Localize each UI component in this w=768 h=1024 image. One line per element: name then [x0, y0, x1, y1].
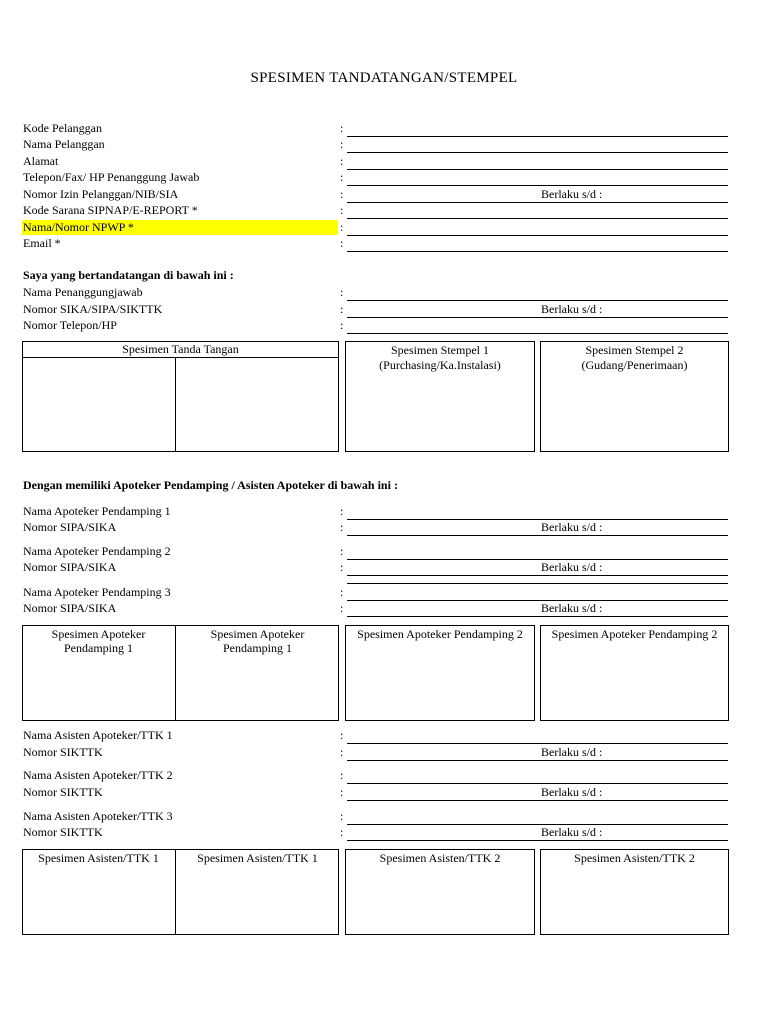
field-line-telepon[interactable]	[347, 185, 728, 186]
field-line-sipa-1[interactable]	[347, 535, 728, 536]
field-label-sikttk-1: Nomor SIKTTK	[23, 745, 103, 759]
field-label-npwp: Nama/Nomor NPWP *	[23, 220, 134, 234]
apoteker-box-4-title: Spesimen Apoteker Pendamping 2	[551, 627, 718, 641]
field-label-alamat: Alamat	[23, 154, 59, 168]
colon: :	[340, 137, 344, 151]
field-label-asisten-1: Nama Asisten Apoteker/TTK 1	[23, 728, 173, 742]
apoteker-box-1-title: Spesimen Apoteker	[51, 627, 146, 641]
colon: :	[340, 170, 344, 184]
stamp2-title: Spesimen Stempel 2	[585, 343, 684, 357]
field-line-sikttk-1[interactable]	[347, 760, 728, 761]
field-line-apoteker-1[interactable]	[347, 519, 728, 520]
colon: :	[340, 504, 344, 518]
colon: :	[340, 302, 344, 316]
colon: :	[340, 544, 344, 558]
field-line-nama-pelanggan[interactable]	[347, 152, 728, 153]
field-label-nomor-izin: Nomor Izin Pelanggan/NIB/SIA	[23, 187, 179, 201]
asisten-box-4-title: Spesimen Asisten/TTK 2	[574, 851, 695, 865]
colon: :	[340, 220, 344, 234]
colon: :	[340, 203, 344, 217]
colon: :	[340, 768, 344, 782]
section2-heading: Dengan memiliki Apoteker Pendamping / Asisten Apoteker di bawah ini :	[23, 478, 398, 492]
field-line-kode-sarana[interactable]	[347, 218, 728, 219]
colon: :	[340, 809, 344, 823]
field-line-extra[interactable]	[347, 583, 728, 584]
section1-heading: Saya yang bertandatangan di bawah ini :	[23, 268, 234, 282]
stamp1-title: Spesimen Stempel 1	[391, 343, 489, 357]
berlaku-label: Berlaku s/d :	[541, 187, 603, 201]
field-line-sipa-3[interactable]	[347, 616, 728, 617]
field-label-sipa-2: Nomor SIPA/SIKA	[23, 560, 117, 574]
field-label-telepon-hp: Nomor Telepon/HP	[23, 318, 117, 332]
field-line-penanggungjawab[interactable]	[347, 300, 728, 301]
field-line-asisten-2[interactable]	[347, 783, 728, 784]
stamp2-subtitle: (Gudang/Penerimaan)	[581, 358, 688, 372]
asisten-box-2-title: Spesimen Asisten/TTK 1	[197, 851, 318, 865]
colon: :	[340, 825, 344, 839]
field-line-sikttk-3[interactable]	[347, 840, 728, 841]
colon: :	[340, 236, 344, 250]
berlaku-label: Berlaku s/d :	[541, 825, 603, 839]
signature-box-title: Spesimen Tanda Tangan	[122, 342, 239, 356]
field-label-sipa-1: Nomor SIPA/SIKA	[23, 520, 117, 534]
berlaku-label: Berlaku s/d :	[541, 302, 603, 316]
field-line-sikttk-2[interactable]	[347, 800, 728, 801]
berlaku-label: Berlaku s/d :	[541, 560, 603, 574]
field-label-email: Email *	[23, 236, 61, 250]
colon: :	[340, 601, 344, 615]
field-label-sipa-3: Nomor SIPA/SIKA	[23, 601, 117, 615]
colon: :	[340, 585, 344, 599]
colon: :	[340, 520, 344, 534]
field-line-kode-pelanggan[interactable]	[347, 136, 728, 137]
asisten-box-3-title: Spesimen Asisten/TTK 2	[379, 851, 501, 865]
field-line-asisten-1[interactable]	[347, 743, 728, 744]
colon: :	[340, 560, 344, 574]
field-label-sikttk-3: Nomor SIKTTK	[23, 825, 103, 839]
berlaku-label: Berlaku s/d :	[541, 785, 603, 799]
field-line-npwp[interactable]	[347, 235, 728, 236]
asisten-box-1-title: Spesimen Asisten/TTK 1	[38, 851, 159, 865]
field-label-sikttk-2: Nomor SIKTTK	[23, 785, 103, 799]
field-label-telepon: Telepon/Fax/ HP Penanggung Jawab	[23, 170, 200, 184]
field-label-nomor-sika: Nomor SIKA/SIPA/SIKTTK	[23, 302, 163, 316]
field-line-apoteker-2[interactable]	[347, 559, 728, 560]
field-line-email[interactable]	[347, 251, 728, 252]
apoteker-box-1-subtitle: Pendamping 1	[64, 641, 133, 655]
field-line-nomor-sika[interactable]	[347, 317, 728, 318]
colon: :	[340, 728, 344, 742]
apoteker-box-2-subtitle: Pendamping 1	[223, 641, 292, 655]
field-label-asisten-2: Nama Asisten Apoteker/TTK 2	[23, 768, 173, 782]
apoteker-box-3-title: Spesimen Apoteker Pendamping 2	[357, 627, 523, 641]
field-line-nomor-izin[interactable]	[347, 202, 728, 203]
page-title: SPESIMEN TANDATANGAN/STEMPEL	[250, 70, 518, 86]
field-line-apoteker-3[interactable]	[347, 600, 728, 601]
colon: :	[340, 154, 344, 168]
colon: :	[340, 121, 344, 135]
field-label-apoteker-3: Nama Apoteker Pendamping 3	[23, 585, 171, 599]
colon: :	[340, 745, 344, 759]
colon: :	[340, 785, 344, 799]
field-label-kode-pelanggan: Kode Pelanggan	[23, 121, 102, 135]
field-line-sipa-2[interactable]	[347, 575, 728, 576]
berlaku-label: Berlaku s/d :	[541, 601, 603, 615]
apoteker-box-2-title: Spesimen Apoteker	[210, 627, 305, 641]
colon: :	[340, 285, 344, 299]
colon: :	[340, 187, 344, 201]
berlaku-label: Berlaku s/d :	[541, 520, 603, 534]
field-label-apoteker-2: Nama Apoteker Pendamping 2	[23, 544, 171, 558]
stamp1-subtitle: (Purchasing/Ka.Instalasi)	[379, 358, 501, 372]
field-line-telepon-hp[interactable]	[347, 333, 728, 334]
field-label-nama-pelanggan: Nama Pelanggan	[23, 137, 105, 151]
field-line-alamat[interactable]	[347, 169, 728, 170]
berlaku-label: Berlaku s/d :	[541, 745, 603, 759]
field-label-penanggungjawab: Nama Penanggungjawab	[23, 285, 143, 299]
signature-box-vdivider	[175, 357, 176, 452]
field-label-kode-sarana: Kode Sarana SIPNAP/E-REPORT *	[23, 203, 198, 217]
signature-box-divider	[22, 357, 339, 358]
field-label-apoteker-1: Nama Apoteker Pendamping 1	[23, 504, 171, 518]
field-label-asisten-3: Nama Asisten Apoteker/TTK 3	[23, 809, 173, 823]
colon: :	[340, 318, 344, 332]
field-line-asisten-3[interactable]	[347, 824, 728, 825]
